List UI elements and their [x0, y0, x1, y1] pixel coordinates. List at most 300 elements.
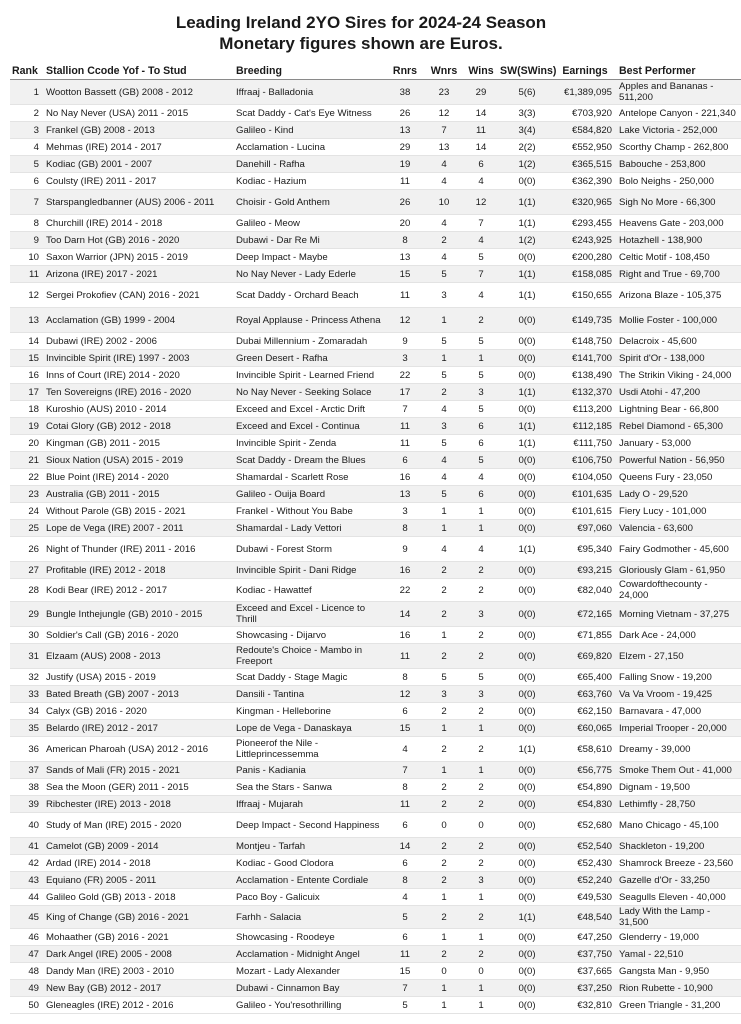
cell-earnings: €111,750 — [556, 435, 617, 452]
cell-breeding: Showcasing - Dijarvo — [234, 627, 386, 644]
cell-winners: 3 — [424, 283, 464, 308]
cell-breeding: Invincible Spirit - Learned Friend — [234, 367, 386, 384]
cell-stakes-winners: 1(1) — [498, 283, 556, 308]
cell-stakes-winners: 1(1) — [498, 418, 556, 435]
cell-stallion: Sioux Nation (USA) 2015 - 2019 — [44, 452, 234, 469]
cell-earnings: €112,185 — [556, 418, 617, 435]
table-row — [10, 350, 741, 367]
cell-earnings: €37,750 — [556, 946, 617, 963]
cell-stakes-winners: 1(1) — [498, 190, 556, 215]
cell-wins: 1 — [464, 889, 498, 906]
table-row — [10, 872, 741, 889]
cell-winners: 2 — [424, 703, 464, 720]
cell-runners: 8 — [386, 872, 424, 889]
cell-best-performer: Seagulls Eleven - 40,000 — [617, 889, 741, 906]
table-row — [10, 644, 741, 669]
table-row — [10, 283, 741, 308]
cell-wins: 0 — [464, 963, 498, 980]
cell-rank: 21 — [10, 452, 44, 469]
table-row — [10, 122, 741, 139]
cell-stakes-winners: 0(0) — [498, 872, 556, 889]
cell-wins: 5 — [464, 452, 498, 469]
cell-runners: 5 — [386, 906, 424, 929]
table-row — [10, 796, 741, 813]
cell-winners: 0 — [424, 813, 464, 838]
cell-stakes-winners: 1(1) — [498, 435, 556, 452]
cell-stallion: Churchill (IRE) 2014 - 2018 — [44, 215, 234, 232]
table-row — [10, 367, 741, 384]
cell-runners: 20 — [386, 215, 424, 232]
cell-rank: 13 — [10, 308, 44, 333]
cell-wins: 6 — [464, 486, 498, 503]
cell-breeding: Dubawi - Forest Storm — [234, 537, 386, 562]
table-row — [10, 215, 741, 232]
cell-stakes-winners: 0(0) — [498, 997, 556, 1014]
cell-stallion: Kodi Bear (IRE) 2012 - 2017 — [44, 579, 234, 602]
cell-runners: 7 — [386, 401, 424, 418]
cell-rank: 46 — [10, 929, 44, 946]
cell-best-performer: Va Va Vroom - 19,425 — [617, 686, 741, 703]
cell-winners: 2 — [424, 602, 464, 627]
table-row — [10, 838, 741, 855]
cell-stakes-winners: 0(0) — [498, 627, 556, 644]
table-row — [10, 980, 741, 997]
cell-runners: 16 — [386, 627, 424, 644]
cell-winners: 1 — [424, 627, 464, 644]
cell-breeding: Acclamation - Lucina — [234, 139, 386, 156]
cell-stallion: American Pharoah (USA) 2012 - 2016 — [44, 737, 234, 762]
cell-breeding: Acclamation - Entente Cordiale — [234, 872, 386, 889]
cell-stallion: Frankel (GB) 2008 - 2013 — [44, 122, 234, 139]
cell-breeding: Dubawi - Cinnamon Bay — [234, 980, 386, 997]
cell-best-performer: Lightning Bear - 66,800 — [617, 401, 741, 418]
cell-breeding: Kodiac - Good Clodora — [234, 855, 386, 872]
cell-best-performer: Powerful Nation - 56,950 — [617, 452, 741, 469]
cell-best-performer: Spirit d'Or - 138,000 — [617, 350, 741, 367]
cell-best-performer: Dark Ace - 24,000 — [617, 627, 741, 644]
cell-breeding: Dubai Millennium - Zomaradah — [234, 333, 386, 350]
cell-winners: 4 — [424, 469, 464, 486]
table-row — [10, 855, 741, 872]
table-row — [10, 963, 741, 980]
cell-wins: 3 — [464, 602, 498, 627]
cell-wins: 4 — [464, 283, 498, 308]
cell-runners: 29 — [386, 139, 424, 156]
cell-winners: 2 — [424, 906, 464, 929]
table-row — [10, 105, 741, 122]
cell-best-performer: Rebel Diamond - 65,300 — [617, 418, 741, 435]
cell-wins: 5 — [464, 249, 498, 266]
cell-rank: 8 — [10, 215, 44, 232]
cell-best-performer: Falling Snow - 19,200 — [617, 669, 741, 686]
cell-stakes-winners: 0(0) — [498, 946, 556, 963]
cell-stakes-winners: 1(1) — [498, 215, 556, 232]
cell-earnings: €97,060 — [556, 520, 617, 537]
cell-wins: 12 — [464, 190, 498, 215]
table-row — [10, 720, 741, 737]
cell-winners: 5 — [424, 435, 464, 452]
cell-winners: 2 — [424, 737, 464, 762]
cell-earnings: €104,050 — [556, 469, 617, 486]
header-row — [10, 62, 741, 80]
header-runners: Rnrs — [386, 62, 424, 80]
cell-runners: 9 — [386, 333, 424, 350]
cell-stallion: Mehmas (IRE) 2014 - 2017 — [44, 139, 234, 156]
cell-stakes-winners: 5(6) — [498, 80, 556, 105]
table-row — [10, 418, 741, 435]
cell-rank: 28 — [10, 579, 44, 602]
cell-earnings: €49,530 — [556, 889, 617, 906]
cell-runners: 11 — [386, 946, 424, 963]
cell-wins: 4 — [464, 537, 498, 562]
cell-stakes-winners: 1(2) — [498, 156, 556, 173]
cell-breeding: Pioneerof the Nile - Littleprincessemma — [234, 737, 386, 762]
cell-best-performer: Morning Vietnam - 37,275 — [617, 602, 741, 627]
cell-best-performer: Shackleton - 19,200 — [617, 838, 741, 855]
cell-stallion: Study of Man (IRE) 2015 - 2020 — [44, 813, 234, 838]
table-row — [10, 703, 741, 720]
cell-wins: 5 — [464, 333, 498, 350]
cell-rank: 20 — [10, 435, 44, 452]
header-best-performer: Best Performer — [617, 62, 741, 80]
table-row — [10, 562, 741, 579]
cell-best-performer: Shamrock Breeze - 23,560 — [617, 855, 741, 872]
cell-stakes-winners: 1(1) — [498, 906, 556, 929]
cell-breeding: Deep Impact - Second Happiness — [234, 813, 386, 838]
cell-best-performer: Usdi Atohi - 47,200 — [617, 384, 741, 401]
cell-winners: 1 — [424, 350, 464, 367]
cell-runners: 14 — [386, 602, 424, 627]
cell-rank: 12 — [10, 283, 44, 308]
table-row — [10, 669, 741, 686]
cell-stakes-winners: 0(0) — [498, 762, 556, 779]
cell-rank: 45 — [10, 906, 44, 929]
cell-wins: 1 — [464, 762, 498, 779]
table-row — [10, 627, 741, 644]
cell-stakes-winners: 0(0) — [498, 813, 556, 838]
cell-runners: 3 — [386, 503, 424, 520]
cell-stakes-winners: 0(0) — [498, 350, 556, 367]
table-row — [10, 249, 741, 266]
cell-stallion: Coulsty (IRE) 2011 - 2017 — [44, 173, 234, 190]
cell-runners: 13 — [386, 122, 424, 139]
cell-earnings: €362,390 — [556, 173, 617, 190]
cell-stakes-winners: 0(0) — [498, 486, 556, 503]
cell-earnings: €56,775 — [556, 762, 617, 779]
cell-wins: 14 — [464, 105, 498, 122]
cell-runners: 19 — [386, 156, 424, 173]
cell-stakes-winners: 0(0) — [498, 779, 556, 796]
cell-wins: 1 — [464, 520, 498, 537]
cell-best-performer: Hotazhell - 138,900 — [617, 232, 741, 249]
cell-earnings: €113,200 — [556, 401, 617, 418]
cell-best-performer: Gangsta Man - 9,950 — [617, 963, 741, 980]
cell-breeding: Royal Applause - Princess Athena — [234, 308, 386, 333]
cell-runners: 16 — [386, 469, 424, 486]
cell-earnings: €71,855 — [556, 627, 617, 644]
cell-breeding: Sea the Stars - Sanwa — [234, 779, 386, 796]
cell-best-performer: Green Triangle - 31,200 — [617, 997, 741, 1014]
cell-rank: 22 — [10, 469, 44, 486]
cell-winners: 4 — [424, 401, 464, 418]
table-row — [10, 173, 741, 190]
cell-wins: 2 — [464, 779, 498, 796]
cell-earnings: €150,655 — [556, 283, 617, 308]
cell-earnings: €63,760 — [556, 686, 617, 703]
cell-best-performer: Fiery Lucy - 101,000 — [617, 503, 741, 520]
cell-rank: 29 — [10, 602, 44, 627]
cell-winners: 2 — [424, 579, 464, 602]
cell-winners: 2 — [424, 796, 464, 813]
header-stakes-winners: SW(SWins) — [498, 62, 556, 80]
table-row — [10, 266, 741, 283]
cell-breeding: Scat Daddy - Orchard Beach — [234, 283, 386, 308]
cell-wins: 5 — [464, 367, 498, 384]
cell-winners: 2 — [424, 838, 464, 855]
cell-stakes-winners: 0(0) — [498, 602, 556, 627]
cell-wins: 2 — [464, 796, 498, 813]
cell-rank: 37 — [10, 762, 44, 779]
cell-rank: 43 — [10, 872, 44, 889]
cell-stakes-winners: 0(0) — [498, 855, 556, 872]
cell-stallion: Elzaam (AUS) 2008 - 2013 — [44, 644, 234, 669]
cell-wins: 4 — [464, 173, 498, 190]
cell-breeding: Dubawi - Dar Re Mi — [234, 232, 386, 249]
cell-wins: 2 — [464, 906, 498, 929]
cell-earnings: €95,340 — [556, 537, 617, 562]
cell-stakes-winners: 0(0) — [498, 452, 556, 469]
cell-runners: 4 — [386, 889, 424, 906]
cell-breeding: Invincible Spirit - Zenda — [234, 435, 386, 452]
cell-earnings: €1,389,095 — [556, 80, 617, 105]
cell-wins: 4 — [464, 469, 498, 486]
cell-winners: 4 — [424, 249, 464, 266]
cell-breeding: Galileo - Kind — [234, 122, 386, 139]
cell-stakes-winners: 1(1) — [498, 737, 556, 762]
cell-runners: 6 — [386, 929, 424, 946]
table-row — [10, 906, 741, 929]
cell-stallion: Australia (GB) 2011 - 2015 — [44, 486, 234, 503]
cell-earnings: €584,820 — [556, 122, 617, 139]
table-row — [10, 190, 741, 215]
cell-winners: 2 — [424, 384, 464, 401]
cell-runners: 11 — [386, 418, 424, 435]
table-row — [10, 401, 741, 418]
cell-runners: 8 — [386, 779, 424, 796]
cell-runners: 4 — [386, 737, 424, 762]
cell-winners: 3 — [424, 418, 464, 435]
cell-stakes-winners: 0(0) — [498, 333, 556, 350]
cell-best-performer: Gazelle d'Or - 33,250 — [617, 872, 741, 889]
cell-breeding: Deep Impact - Maybe — [234, 249, 386, 266]
cell-runners: 6 — [386, 855, 424, 872]
cell-best-performer: Antelope Canyon - 221,340 — [617, 105, 741, 122]
table-row — [10, 602, 741, 627]
cell-winners: 2 — [424, 644, 464, 669]
cell-best-performer: Gloriously Glam - 61,950 — [617, 562, 741, 579]
cell-earnings: €148,750 — [556, 333, 617, 350]
cell-breeding: Danehill - Rafha — [234, 156, 386, 173]
table-row — [10, 308, 741, 333]
cell-rank: 3 — [10, 122, 44, 139]
cell-winners: 1 — [424, 889, 464, 906]
cell-stakes-winners: 3(4) — [498, 122, 556, 139]
cell-winners: 4 — [424, 156, 464, 173]
cell-rank: 18 — [10, 401, 44, 418]
cell-stallion: Ten Sovereigns (IRE) 2016 - 2020 — [44, 384, 234, 401]
cell-earnings: €52,540 — [556, 838, 617, 855]
cell-runners: 5 — [386, 997, 424, 1014]
cell-wins: 6 — [464, 435, 498, 452]
cell-stakes-winners: 0(0) — [498, 308, 556, 333]
cell-stakes-winners: 0(0) — [498, 367, 556, 384]
cell-winners: 2 — [424, 232, 464, 249]
cell-stallion: Profitable (IRE) 2012 - 2018 — [44, 562, 234, 579]
cell-stakes-winners: 0(0) — [498, 669, 556, 686]
cell-earnings: €72,165 — [556, 602, 617, 627]
cell-earnings: €37,665 — [556, 963, 617, 980]
cell-earnings: €365,515 — [556, 156, 617, 173]
cell-stakes-winners: 0(0) — [498, 796, 556, 813]
cell-rank: 47 — [10, 946, 44, 963]
cell-runners: 13 — [386, 486, 424, 503]
cell-runners: 7 — [386, 762, 424, 779]
cell-wins: 1 — [464, 997, 498, 1014]
cell-winners: 1 — [424, 929, 464, 946]
cell-stakes-winners: 3(3) — [498, 105, 556, 122]
cell-rank: 41 — [10, 838, 44, 855]
cell-best-performer: Cowardofthecounty - 24,000 — [617, 579, 741, 602]
cell-rank: 24 — [10, 503, 44, 520]
cell-best-performer: Imperial Trooper - 20,000 — [617, 720, 741, 737]
cell-rank: 19 — [10, 418, 44, 435]
cell-breeding: Paco Boy - Galicuix — [234, 889, 386, 906]
cell-best-performer: Queens Fury - 23,050 — [617, 469, 741, 486]
cell-rank: 14 — [10, 333, 44, 350]
cell-breeding: Kodiac - Hawattef — [234, 579, 386, 602]
cell-stallion: Camelot (GB) 2009 - 2014 — [44, 838, 234, 855]
cell-stallion: Too Darn Hot (GB) 2016 - 2020 — [44, 232, 234, 249]
cell-winners: 12 — [424, 105, 464, 122]
cell-rank: 1 — [10, 80, 44, 105]
cell-runners: 8 — [386, 520, 424, 537]
cell-stallion: Without Parole (GB) 2015 - 2021 — [44, 503, 234, 520]
cell-best-performer: Mano Chicago - 45,100 — [617, 813, 741, 838]
cell-earnings: €58,610 — [556, 737, 617, 762]
table-row — [10, 762, 741, 779]
cell-breeding: Showcasing - Roodeye — [234, 929, 386, 946]
cell-breeding: Redoute's Choice - Mambo in Freeport — [234, 644, 386, 669]
cell-best-performer: Elzem - 27,150 — [617, 644, 741, 669]
cell-earnings: €243,925 — [556, 232, 617, 249]
cell-stallion: Saxon Warrior (JPN) 2015 - 2019 — [44, 249, 234, 266]
cell-breeding: Scat Daddy - Stage Magic — [234, 669, 386, 686]
table-row — [10, 686, 741, 703]
cell-runners: 12 — [386, 686, 424, 703]
cell-wins: 7 — [464, 266, 498, 283]
cell-breeding: Lope de Vega - Danaskaya — [234, 720, 386, 737]
table-title — [10, 12, 712, 54]
cell-earnings: €47,250 — [556, 929, 617, 946]
table-row — [10, 232, 741, 249]
table-row — [10, 469, 741, 486]
cell-wins: 3 — [464, 686, 498, 703]
cell-rank: 36 — [10, 737, 44, 762]
cell-earnings: €54,890 — [556, 779, 617, 796]
cell-best-performer: Glenderry - 19,000 — [617, 929, 741, 946]
cell-stakes-winners: 0(0) — [498, 720, 556, 737]
cell-runners: 15 — [386, 266, 424, 283]
cell-earnings: €32,810 — [556, 997, 617, 1014]
cell-wins: 5 — [464, 401, 498, 418]
cell-runners: 3 — [386, 350, 424, 367]
cell-runners: 11 — [386, 644, 424, 669]
table-row — [10, 384, 741, 401]
cell-stakes-winners: 0(0) — [498, 703, 556, 720]
cell-wins: 6 — [464, 156, 498, 173]
table-row — [10, 537, 741, 562]
cell-stakes-winners: 0(0) — [498, 562, 556, 579]
cell-winners: 4 — [424, 215, 464, 232]
cell-rank: 48 — [10, 963, 44, 980]
table-row — [10, 333, 741, 350]
cell-stallion: Acclamation (GB) 1999 - 2004 — [44, 308, 234, 333]
cell-stakes-winners: 0(0) — [498, 686, 556, 703]
cell-earnings: €552,950 — [556, 139, 617, 156]
cell-stallion: Inns of Court (IRE) 2014 - 2020 — [44, 367, 234, 384]
cell-runners: 38 — [386, 80, 424, 105]
cell-wins: 4 — [464, 232, 498, 249]
cell-stallion: Bungle Inthejungle (GB) 2010 - 2015 — [44, 602, 234, 627]
table-row — [10, 139, 741, 156]
cell-stallion: Starspangledbanner (AUS) 2006 - 2011 — [44, 190, 234, 215]
cell-best-performer: Lady With the Lamp - 31,500 — [617, 906, 741, 929]
cell-stallion: No Nay Never (USA) 2011 - 2015 — [44, 105, 234, 122]
title-subtitle: Monetary figures shown are Euros. — [219, 34, 503, 53]
cell-winners: 1 — [424, 762, 464, 779]
header-breeding: Breeding — [234, 62, 386, 80]
cell-breeding: Iffraaj - Mujarah — [234, 796, 386, 813]
cell-winners: 1 — [424, 520, 464, 537]
cell-earnings: €293,455 — [556, 215, 617, 232]
cell-breeding: Panis - Kadiania — [234, 762, 386, 779]
cell-winners: 5 — [424, 486, 464, 503]
cell-wins: 2 — [464, 946, 498, 963]
cell-stakes-winners: 0(0) — [498, 173, 556, 190]
cell-best-performer: Babouche - 253,800 — [617, 156, 741, 173]
title-main: Leading Ireland 2YO Sires for 2024-24 Season — [175, 13, 547, 32]
cell-earnings: €65,400 — [556, 669, 617, 686]
cell-breeding: Galileo - Meow — [234, 215, 386, 232]
cell-breeding: Choisir - Gold Anthem — [234, 190, 386, 215]
cell-best-performer: January - 53,000 — [617, 435, 741, 452]
cell-stallion: Sergei Prokofiev (CAN) 2016 - 2021 — [44, 283, 234, 308]
cell-stallion: Invincible Spirit (IRE) 1997 - 2003 — [44, 350, 234, 367]
header-earnings: Earnings — [556, 62, 617, 80]
cell-breeding: Green Desert - Rafha — [234, 350, 386, 367]
cell-stakes-winners: 0(0) — [498, 644, 556, 669]
cell-rank: 27 — [10, 562, 44, 579]
cell-stallion: Justify (USA) 2015 - 2019 — [44, 669, 234, 686]
table-row — [10, 779, 741, 796]
cell-earnings: €37,250 — [556, 980, 617, 997]
cell-winners: 5 — [424, 333, 464, 350]
cell-winners: 4 — [424, 173, 464, 190]
cell-earnings: €106,750 — [556, 452, 617, 469]
cell-rank: 34 — [10, 703, 44, 720]
cell-best-performer: Delacroix - 45,600 — [617, 333, 741, 350]
cell-rank: 32 — [10, 669, 44, 686]
